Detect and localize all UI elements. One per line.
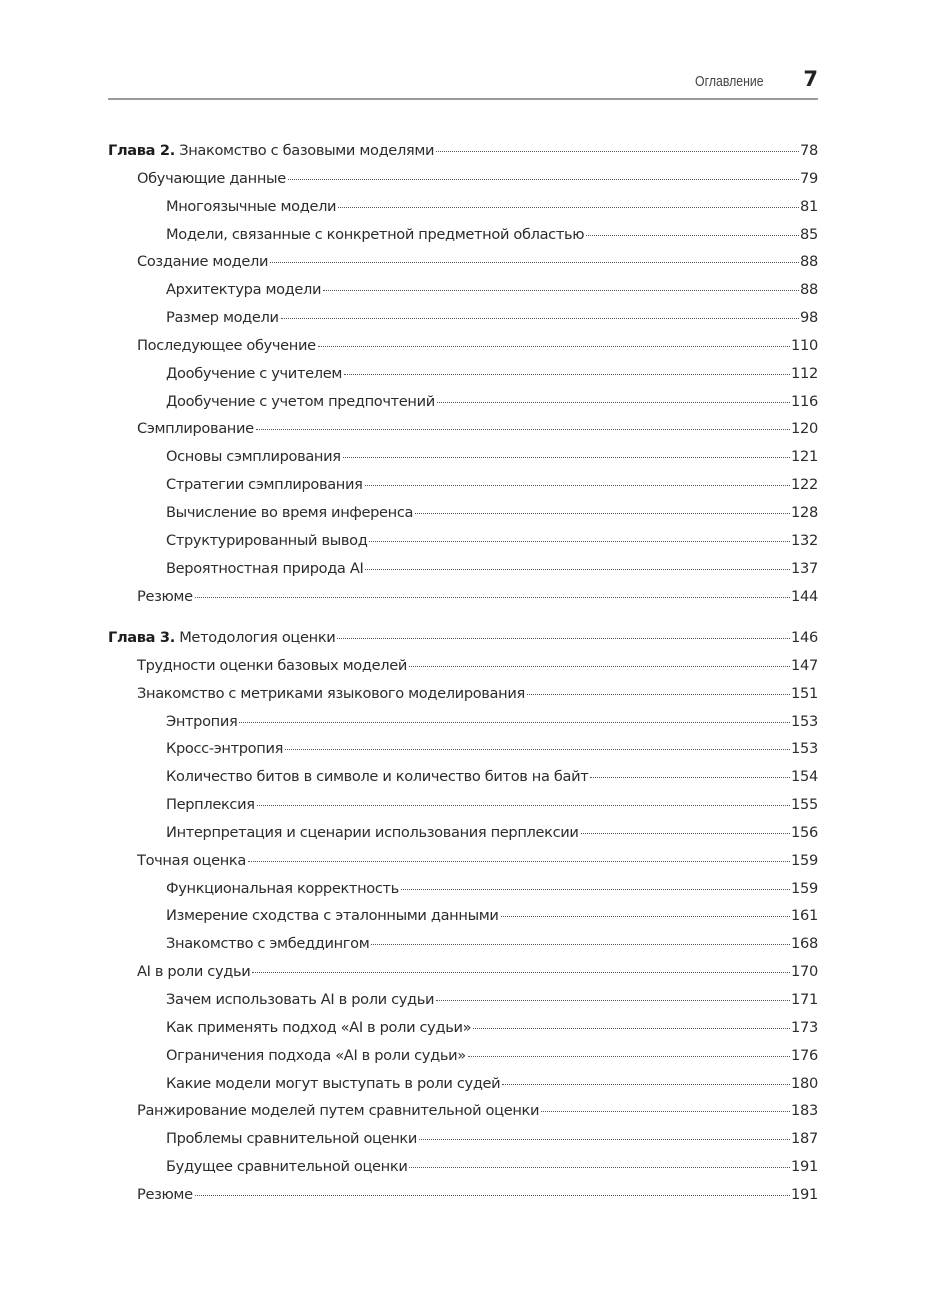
toc-entry[interactable] <box>108 822 818 850</box>
toc-entry-title: AI в роли судьи <box>137 963 251 981</box>
toc-entry[interactable] <box>108 279 818 307</box>
toc-page-number: 88 <box>800 253 818 271</box>
toc-entry-title: Архитектура модели <box>166 281 322 299</box>
toc-entry[interactable] <box>108 196 818 224</box>
toc-entry[interactable] <box>108 711 818 739</box>
toc-page-number: 81 <box>800 197 818 215</box>
dot-leader <box>239 722 790 723</box>
dot-leader <box>473 1028 790 1029</box>
toc-entry[interactable] <box>108 1156 818 1184</box>
running-header <box>108 66 818 100</box>
toc-page-number: 161 <box>791 907 818 925</box>
toc-page-number: 153 <box>791 740 818 758</box>
dot-leader <box>527 694 790 695</box>
dot-leader <box>256 429 790 430</box>
toc-page-number: 85 <box>800 225 818 243</box>
toc-entry[interactable] <box>108 391 818 419</box>
toc-page-number: 168 <box>791 935 818 953</box>
dot-leader <box>288 179 799 180</box>
dot-leader <box>590 777 790 778</box>
toc-entry-title: Зачем использовать AI в роли судьи <box>166 990 435 1008</box>
toc-entry-title: Будущее сравнительной оценки <box>166 1158 408 1176</box>
page-number: 7 <box>803 67 818 91</box>
toc-entry[interactable] <box>108 558 818 586</box>
dot-leader <box>195 597 790 598</box>
toc-entry-title: Ранжирование моделей путем сравнительной оценки <box>137 1102 540 1120</box>
toc-entry[interactable] <box>108 502 818 530</box>
toc-page-number: 153 <box>791 712 818 730</box>
toc-chapter-2 <box>108 140 818 613</box>
toc-page-number: 170 <box>791 963 818 981</box>
dot-leader <box>419 1139 790 1140</box>
toc-page-number: 137 <box>791 559 818 577</box>
toc-entry[interactable] <box>108 363 818 391</box>
dot-leader <box>437 402 790 403</box>
dot-leader <box>436 151 799 152</box>
toc-entry-title: Размер модели <box>166 309 279 327</box>
toc-entry[interactable] <box>108 474 818 502</box>
toc-page-number: 159 <box>791 879 818 897</box>
toc-entry[interactable] <box>108 933 818 961</box>
dot-leader <box>323 290 799 291</box>
dot-leader <box>343 457 790 458</box>
toc-page-number: 78 <box>800 142 818 159</box>
dot-leader <box>337 638 790 639</box>
toc-entry-title: Кросс-энтропия <box>166 740 284 758</box>
toc-entry[interactable] <box>108 1184 818 1212</box>
toc-entry[interactable] <box>108 1045 818 1073</box>
toc-entry-title: Дообучение с учителем <box>166 364 342 382</box>
dot-leader <box>401 889 790 890</box>
toc-entry-title: Вероятностная природа AI <box>166 559 364 577</box>
toc-entry[interactable] <box>108 850 818 878</box>
dot-leader <box>365 569 790 570</box>
toc-entry-title: Какие модели могут выступать в роли судей <box>166 1074 501 1092</box>
dot-leader <box>252 972 790 973</box>
toc-entry-title: Структурированный вывод <box>166 531 368 549</box>
dot-leader <box>365 485 790 486</box>
toc-entry[interactable] <box>108 738 818 766</box>
dot-leader <box>344 374 790 375</box>
dot-leader <box>195 1195 790 1196</box>
toc-entry-title: Дообучение с учетом предпочтений <box>166 392 435 410</box>
dot-leader <box>436 1000 790 1001</box>
dot-leader <box>371 944 790 945</box>
toc-entry-title: Функциональная корректность <box>166 879 399 897</box>
dot-leader <box>502 1084 790 1085</box>
toc-entry-title: Перплексия <box>166 796 255 814</box>
toc-entry[interactable] <box>108 446 818 474</box>
dot-leader <box>285 749 790 750</box>
toc-entry-title: Резюме <box>137 1185 193 1203</box>
dot-leader <box>409 1167 790 1168</box>
toc-entry-title <box>108 627 335 649</box>
toc-entry-title: Многоязычные модели <box>166 197 337 215</box>
running-header-title: Оглавление <box>695 73 764 90</box>
toc-page-number: 110 <box>791 336 818 354</box>
toc-entry[interactable] <box>108 655 818 683</box>
dot-leader <box>369 541 790 542</box>
toc-entry-title: Интерпретация и сценарии использования перплексии <box>166 823 579 841</box>
toc-entry[interactable] <box>108 878 818 906</box>
toc-entry-title: Вычисление во время инференса <box>166 503 414 521</box>
toc-page-number: 180 <box>791 1074 818 1092</box>
toc-page-number: 173 <box>791 1018 818 1036</box>
toc-page-number: 151 <box>791 684 818 702</box>
toc-entry-title <box>108 140 434 162</box>
toc-page-number: 144 <box>791 587 818 605</box>
toc-entry[interactable] <box>108 905 818 933</box>
toc-chapter-heading[interactable] <box>108 140 818 168</box>
toc-entry-title: Резюме <box>137 587 193 605</box>
dot-leader <box>415 513 790 514</box>
toc-page-number: 122 <box>791 476 818 494</box>
toc-entry-title: Энтропия <box>166 712 238 730</box>
chapter-title: Методология оценки <box>174 629 336 646</box>
dot-leader <box>248 861 790 862</box>
toc-page-number: 156 <box>791 823 818 841</box>
dot-leader <box>281 318 799 319</box>
toc-page-number: 159 <box>791 851 818 869</box>
dot-leader <box>338 207 799 208</box>
toc-page-number: 98 <box>800 309 818 327</box>
toc-page-number: 176 <box>791 1046 818 1064</box>
toc-entry[interactable] <box>108 418 818 446</box>
toc-page-number: 154 <box>791 768 818 786</box>
chapter-label: Глава 2. <box>108 142 175 159</box>
toc-entry[interactable] <box>108 961 818 989</box>
toc-entry[interactable] <box>108 1073 818 1101</box>
toc-entry[interactable] <box>108 224 818 252</box>
toc-entry-title: Сэмплирование <box>137 420 254 438</box>
toc-entry[interactable] <box>108 794 818 822</box>
toc-entry-title: Трудности оценки базовых моделей <box>137 656 407 674</box>
chapter-label: Глава 3. <box>108 629 175 646</box>
toc-entry-title: Количество битов в символе и количество битов на байт <box>166 768 589 786</box>
toc-entry[interactable] <box>108 168 818 196</box>
toc-entry[interactable] <box>108 586 818 614</box>
toc-entry-title: Стратегии сэмплирования <box>166 476 363 494</box>
dot-leader <box>270 262 799 263</box>
toc-page-number: 79 <box>800 169 818 187</box>
toc-entry[interactable] <box>108 307 818 335</box>
dot-leader <box>501 916 790 917</box>
toc-chapter-3 <box>108 627 818 1212</box>
toc-chapter-heading[interactable] <box>108 627 818 655</box>
toc-page-number: 121 <box>791 448 818 466</box>
toc-entry-title: Ограничения подхода «AI в роли судьи» <box>166 1046 466 1064</box>
dot-leader <box>318 346 790 347</box>
toc-page-number: 191 <box>791 1158 818 1176</box>
toc-entry-title: Точная оценка <box>137 851 246 869</box>
toc-entry-title: Основы сэмплирования <box>166 448 341 466</box>
toc-page-number: 116 <box>791 392 818 410</box>
dot-leader <box>468 1056 790 1057</box>
toc-entry-title: Создание модели <box>137 253 269 271</box>
toc-entry-title: Обучающие данные <box>137 169 286 187</box>
toc-entry[interactable] <box>108 1100 818 1128</box>
toc-page-number: 120 <box>791 420 818 438</box>
toc-entry-title: Последующее обучение <box>137 336 316 354</box>
toc-entry-title: Как применять подход «AI в роли судьи» <box>166 1018 472 1036</box>
dot-leader <box>409 666 790 667</box>
toc-entry[interactable] <box>108 766 818 794</box>
toc-entry-title: Знакомство с метриками языкового моделирования <box>137 684 525 702</box>
toc-entry[interactable] <box>108 530 818 558</box>
dot-leader <box>257 805 790 806</box>
toc-page-number: 147 <box>791 656 818 674</box>
toc-entry[interactable] <box>108 251 818 279</box>
chapter-title: Знакомство с базовыми моделями <box>174 142 435 159</box>
toc-page-number: 88 <box>800 281 818 299</box>
toc-entry[interactable] <box>108 1128 818 1156</box>
toc-entry-title: Знакомство с эмбеддингом <box>166 935 370 953</box>
toc-entry-title: Измерение сходства с эталонными данными <box>166 907 499 925</box>
toc-entry-title: Модели, связанные с конкретной предметной областью <box>166 225 585 243</box>
toc-page-number: 128 <box>791 503 818 521</box>
toc-page-number: 183 <box>791 1102 818 1120</box>
toc-page-number: 112 <box>791 364 818 382</box>
dot-leader <box>581 833 790 834</box>
toc-entry-title: Проблемы сравнительной оценки <box>166 1130 418 1148</box>
toc-page-number: 171 <box>791 990 818 1008</box>
toc-page-number: 132 <box>791 531 818 549</box>
toc-entry[interactable] <box>108 335 818 363</box>
toc-page-number: 146 <box>791 629 818 646</box>
toc-entry[interactable] <box>108 683 818 711</box>
toc-entry[interactable] <box>108 989 818 1017</box>
toc-entry[interactable] <box>108 1017 818 1045</box>
toc-page-number: 191 <box>791 1185 818 1203</box>
dot-leader <box>586 235 799 236</box>
dot-leader <box>541 1111 790 1112</box>
toc-page-number: 155 <box>791 796 818 814</box>
toc-page-number: 187 <box>791 1130 818 1148</box>
